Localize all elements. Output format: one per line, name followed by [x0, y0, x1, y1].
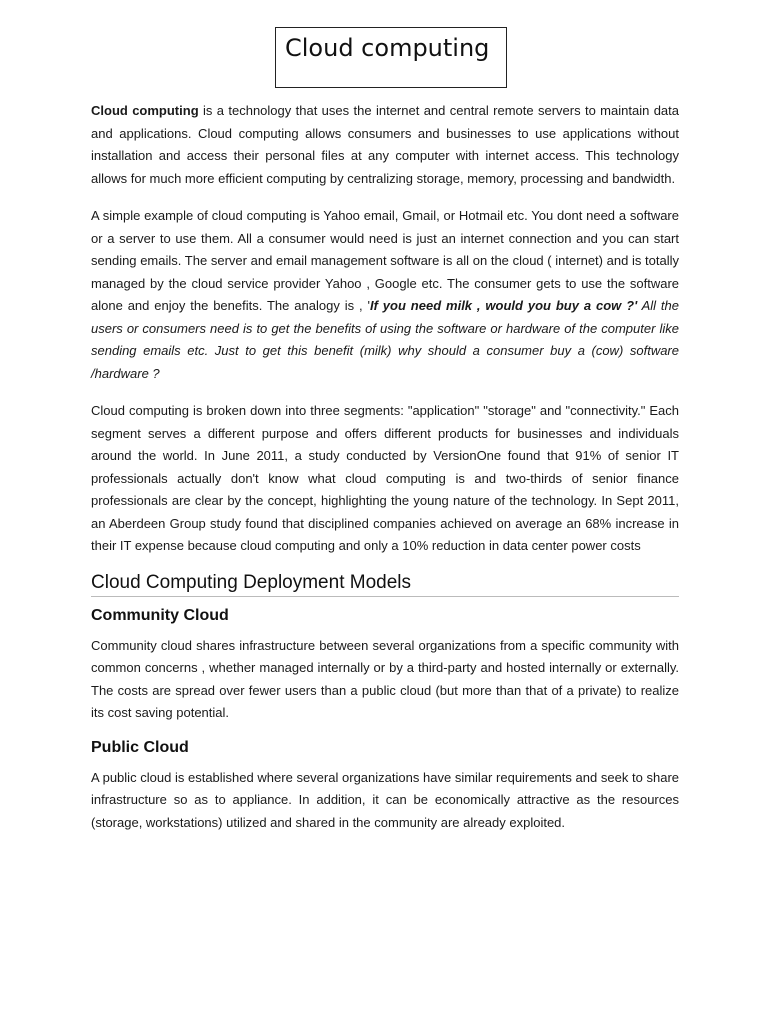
document-title: Cloud computing [275, 27, 507, 88]
intro-term: Cloud computing [91, 103, 199, 118]
intro-text: is a technology that uses the internet and central remote servers to maintain data and applications. Cloud computing allows consumers and businesses to use applications without installation and access their personal files at any computer with internet access. This technology allows for much more efficient computing by centralizing storage, memory, processing and bandwidth. [91, 103, 679, 186]
segments-paragraph: Cloud computing is broken down into three segments: "application" "storage" and "connectivity." Each segment serves a different purpose and offers different products for businesses and individuals around the world. In June 2011, a study conducted by VersionOne found that 91% of senior IT professionals actually don't know what cloud computing is and two-thirds of senior finance professionals are clear by the concept, highlighting the young nature of the technology. In Sept 2011, an Aberdeen Group study found that disciplined companies achieved on average an 68% increase in their IT expense because cloud computing and only a 10% reduction in data center power costs [91, 403, 679, 553]
example-paragraph [91, 205, 679, 385]
document-body [91, 100, 679, 834]
public-cloud-paragraph: A public cloud is established where several organizations have similar requirements and seek to share infrastructure so as to appliance. In addition, it can be economically attractive as the resources (storage, workstations) utilized and shared in the community are already exploited. [91, 769, 679, 830]
analogy-quote: If you need milk , would you buy a cow ?' [369, 298, 638, 313]
deployment-models-heading: Cloud Computing Deployment Models [91, 572, 679, 597]
intro-paragraph [91, 100, 679, 190]
analogy-explanation: All the users or consumers need is to get the benefits of using the software or hardware of the computer like sending emails etc. Just to get this benefit (milk) why should a consumer buy a (cow) software /hardware ? [91, 298, 680, 381]
community-cloud-paragraph: Community cloud shares infrastructure between several organizations from a specific community with common concerns , whether managed internally or by a third-party and hosted internally or externally. The costs are spread over fewer users than a public cloud (but more than that of a private) to realize its cost saving potential. [91, 637, 679, 720]
community-cloud-heading: Community Cloud [91, 606, 229, 624]
example-text: A simple example of cloud computing is Yahoo email, Gmail, or Hotmail etc. You dont need a software or a server to use them. All a consumer would need is just an internet connection and you can start sending emails. The server and email management software is all on the cloud ( internet) and is totally managed by the cloud service provider Yahoo , Google etc. The consumer gets to use the software alone and enjoy the benefits. The analogy is , ' [91, 208, 679, 313]
public-cloud-heading: Public Cloud [91, 738, 189, 756]
